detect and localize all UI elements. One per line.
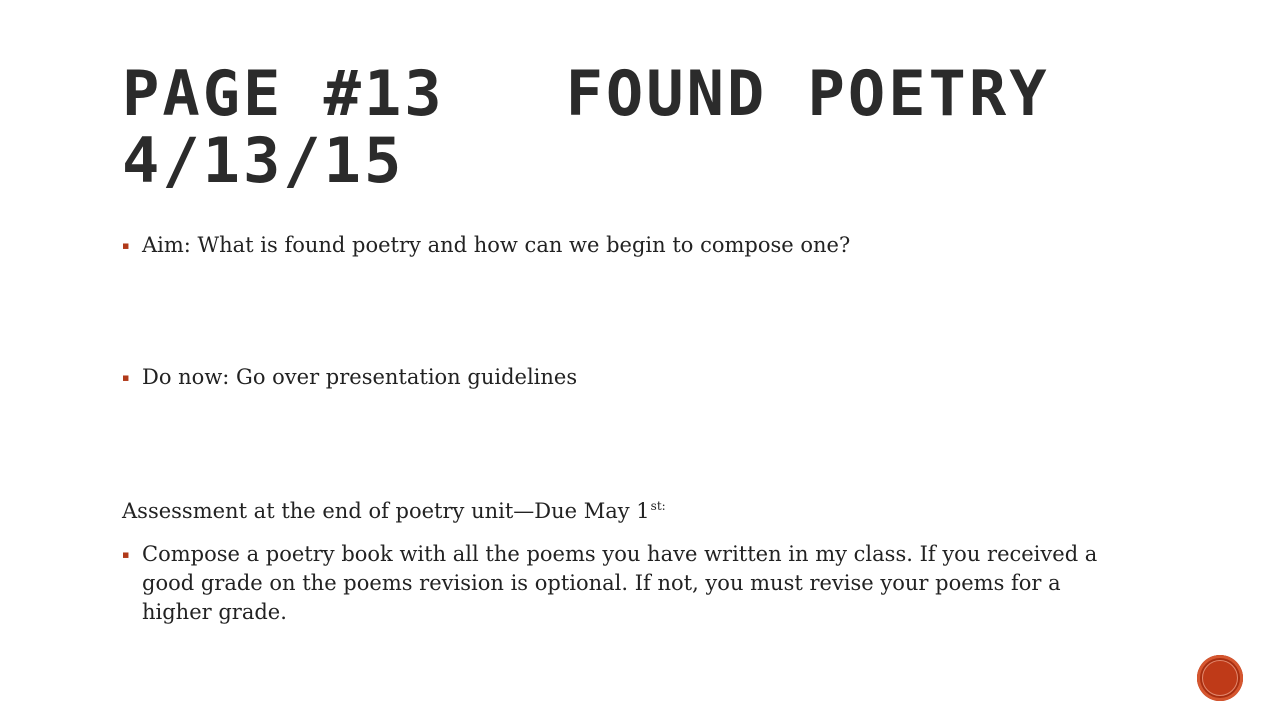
slide-title — [122, 57, 1162, 197]
assessment-text: Assessment at the end of poetry unit—Due May 1 — [122, 499, 650, 523]
decorative-circle-icon — [1197, 655, 1243, 701]
do-now-text: Do now: Go over presentation guidelines — [142, 365, 578, 389]
decorative-circle-ring — [1202, 660, 1238, 696]
assessment-superscript: st: — [650, 499, 666, 513]
slide-title-line-2: 4/13/15 — [122, 124, 405, 197]
aim-bullet — [122, 231, 1122, 260]
assessment-heading — [122, 497, 666, 526]
slide-title-line-1: PAGE #13 FOUND POETRY — [122, 57, 1050, 130]
compose-text: Compose a poetry book with all the poems you have written in my class. If you received a good grade on the poems revision is optional. If not, you must revise your poems for a higher grade. — [142, 542, 1098, 624]
square-bullet-icon: ▪ — [122, 548, 130, 561]
square-bullet-icon: ▪ — [122, 239, 130, 252]
compose-bullet — [122, 540, 1122, 627]
do-now-bullet — [122, 363, 1122, 392]
aim-text: Aim: What is found poetry and how can we begin to compose one? — [142, 233, 851, 257]
square-bullet-icon: ▪ — [122, 371, 130, 384]
